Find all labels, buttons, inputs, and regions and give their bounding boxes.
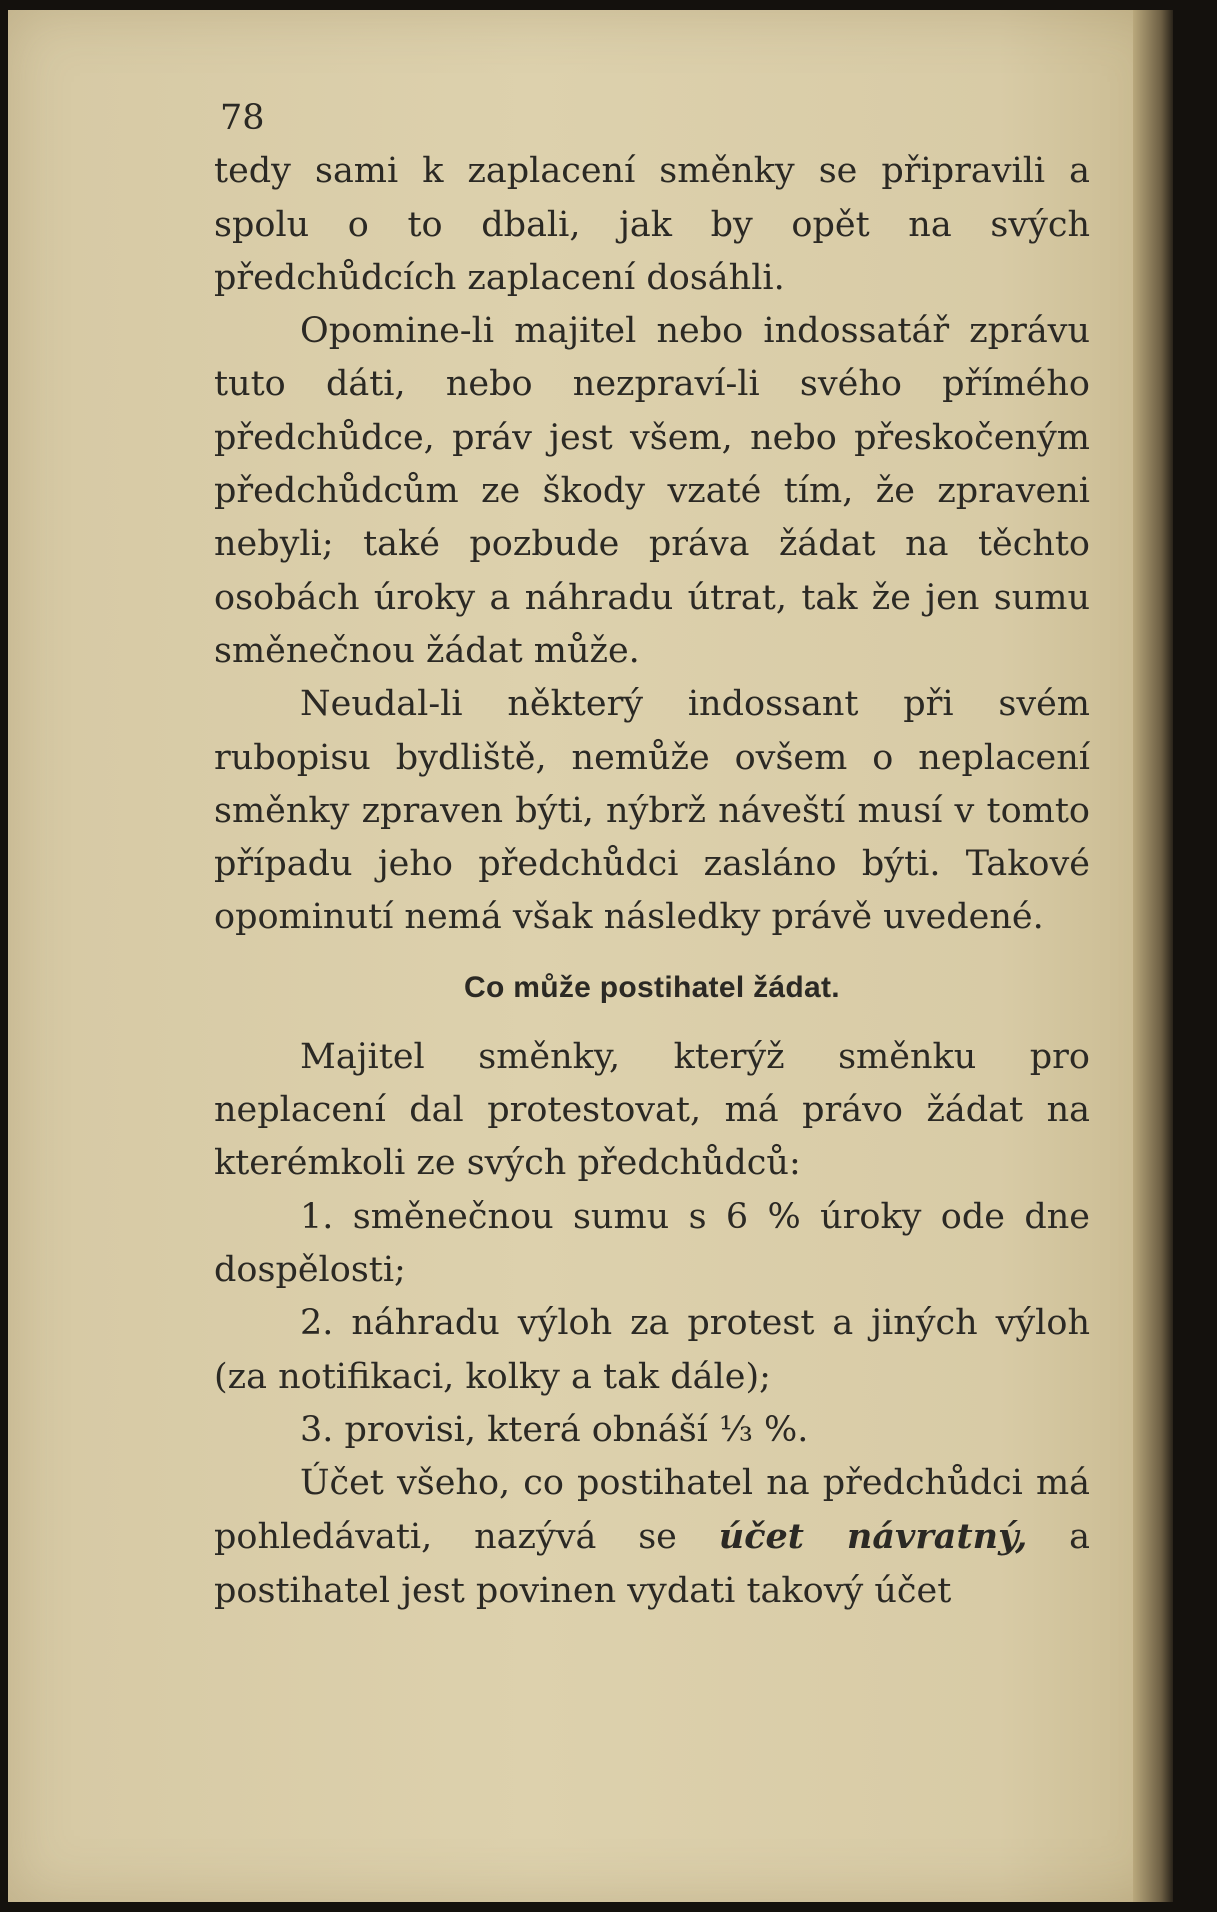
closing-text-before: Účet všeho, co postihatel na předchůdci má pohledávati, nazývá se (214, 1463, 1090, 1558)
paragraph-majitel: Majitel směnky, kterýž směnku pro neplacení dal protestovat, má právo žádat na kterémkoli ze svých předchůdců: (214, 1036, 1090, 1184)
paragraph-ucet (214, 1457, 1090, 1618)
list-item-1: 1. směnečnou sumu s 6 % úroky ode dne dospělosti; (214, 1196, 1090, 1290)
page-text-block (214, 92, 1090, 1618)
book-page (8, 10, 1173, 1902)
paragraph-opomine: Opomine-li majitel nebo indossatář zprávu tuto dáti, nebo nezpraví-li svého přímého předchůdce, práv jest všem, nebo přeskočeným předchůdcům ze škody vzaté tím, že zpraveni nebyli; také pozbude práva žádat na těchto osobách úroky a náhradu útrat, tak že jen sumu směnečnou žádat může. (214, 311, 1090, 671)
page-gutter-shadow (1133, 10, 1173, 1902)
closing-text-after: a postihatel jest povinen vydati takový účet (214, 1517, 1090, 1611)
list-item-3: 3. provisi, která obnáší ⅓ %. (300, 1409, 809, 1450)
page-number: 78 (220, 98, 265, 138)
section-heading: Co může postihatel žádat. (464, 970, 840, 1004)
paragraph-continued: tedy sami k zaplacení směnky se připravili a spolu o to dbali, jak by opět na svých předchůdcích zaplacení dosáhli. (214, 151, 1090, 298)
paragraph-neudal: Neudal-li některý indossant při svém rubopisu bydliště, nemůže ovšem o neplacení směnky zpraven býti, nýbrž náveští musí v tomto případu jeho předchůdci zasláno býti. Takové opominutí nemá však následky právě uvedené. (214, 684, 1090, 938)
closing-emphasis: účet návratný, (718, 1516, 1028, 1558)
list-item-2: 2. náhradu výloh za protest a jiných výloh (za notifikaci, kolky a tak dále); (214, 1303, 1090, 1397)
